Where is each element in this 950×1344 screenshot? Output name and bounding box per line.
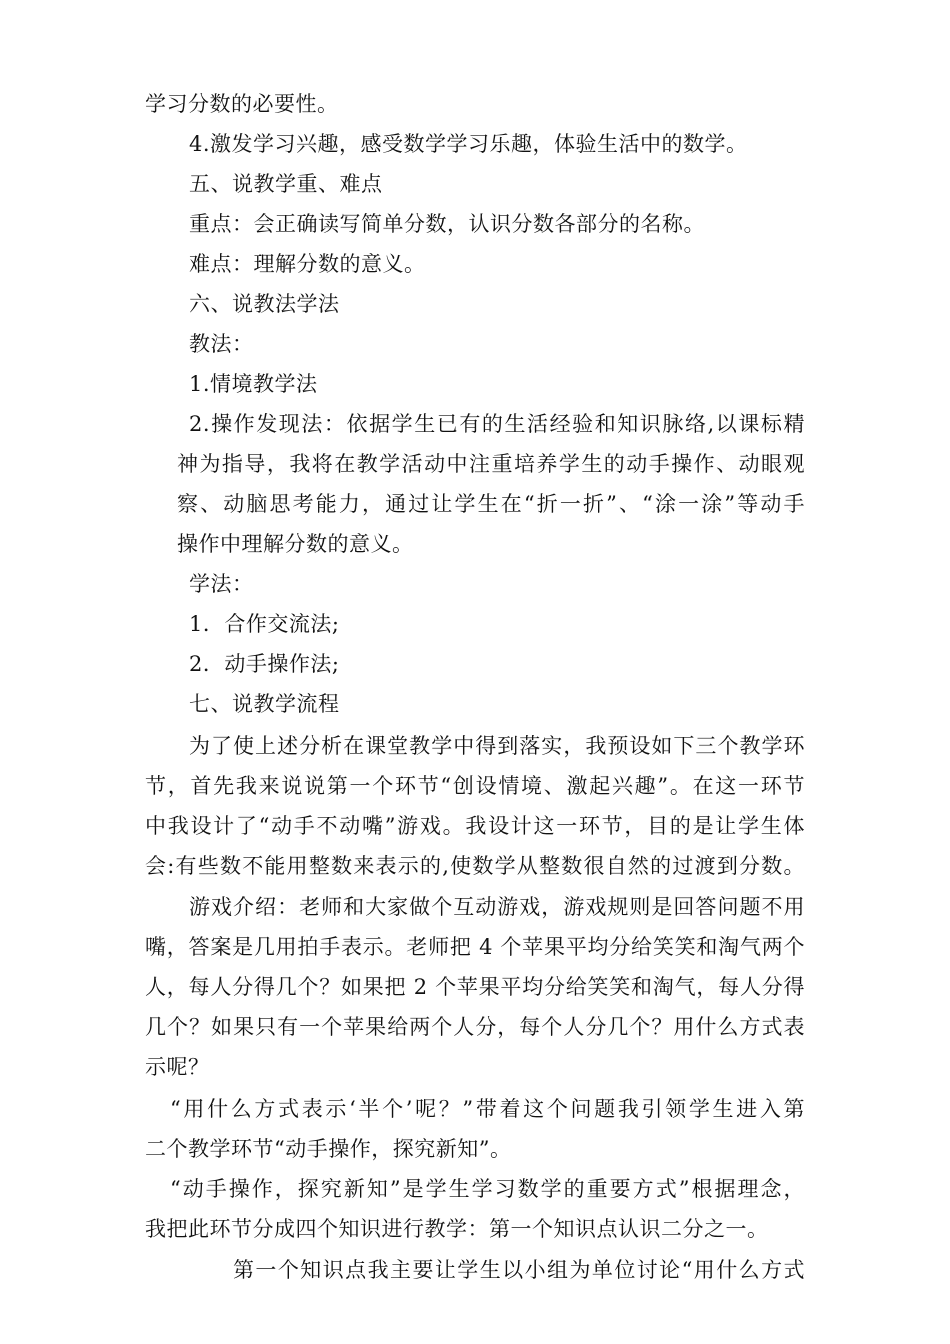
text-line: 神为指导，我将在教学活动中注重培养学生的动手操作、动眼观 [177, 452, 805, 476]
paragraph-line: 几个？如果只有一个苹果给两个人分，每个人分几个？用什么方式表 [145, 1015, 805, 1039]
subheading: 教法： [189, 332, 254, 356]
text-line: 学习分数的必要性。 [145, 92, 339, 116]
list-item: 1．合作交流法; [189, 612, 340, 636]
text-line: 操作中理解分数的意义。 [177, 532, 414, 556]
paragraph-line: 游戏介绍：老师和大家做个互动游戏，游戏规则是回答问题不用 [189, 895, 805, 919]
paragraph-line: 示呢？ [145, 1055, 210, 1079]
text-line: 察、动脑思考能力，通过让学生在“折一折”、“涂一涂”等动手 [177, 492, 805, 516]
paragraph-line: 第一个知识点我主要让学生以小组为单位讨论“用什么方式 [233, 1258, 805, 1282]
list-item: 2．动手操作法; [189, 652, 340, 676]
list-item: 2.操作发现法：依据学生已有的生活经验和知识脉络,以课标精 [189, 412, 805, 436]
subheading: 学法： [189, 572, 254, 596]
section-heading: 五、说教学重、难点 [189, 172, 383, 196]
paragraph-line: “动手操作，探究新知”是学生学习数学的重要方式”根据理念， [170, 1177, 805, 1201]
paragraph-line: 二个教学环节“动手操作，探究新知”。 [145, 1137, 512, 1161]
paragraph-line: 节，首先我来说说第一个环节“创设情境、激起兴趣”。在这一环节 [145, 774, 805, 798]
paragraph-line: 为了使上述分析在课堂教学中得到落实，我预设如下三个教学环 [189, 734, 805, 758]
text-line: 重点：会正确读写简单分数，认识分数各部分的名称。 [189, 212, 705, 236]
text-line: 难点：理解分数的意义。 [189, 252, 426, 276]
list-item: 1.情境教学法 [189, 372, 318, 396]
paragraph-line: “用什么方式表示‘半个’呢？”带着这个问题我引领学生进入第 [170, 1097, 805, 1121]
paragraph-line: 嘴，答案是几用拍手表示。老师把 4 个苹果平均分给笑笑和淘气两个 [145, 935, 805, 959]
section-heading: 七、说教学流程 [189, 692, 340, 716]
paragraph-line: 我把此环节分成四个知识进行教学：第一个知识点认识二分之一。 [145, 1217, 769, 1241]
paragraph-line: 中我设计了“动手不动嘴”游戏。我设计这一环节，目的是让学生体 [145, 814, 805, 838]
paragraph-line: 会:有些数不能用整数来表示的,使数学从整数很自然的过渡到分数。 [145, 854, 805, 878]
section-heading: 六、说教法学法 [189, 292, 340, 316]
list-item: 4.激发学习兴趣，感受数学学习乐趣，体验生活中的数学。 [189, 132, 748, 156]
paragraph-line: 人，每人分得几个？如果把 2 个苹果平均分给笑笑和淘气，每人分得 [145, 975, 805, 999]
